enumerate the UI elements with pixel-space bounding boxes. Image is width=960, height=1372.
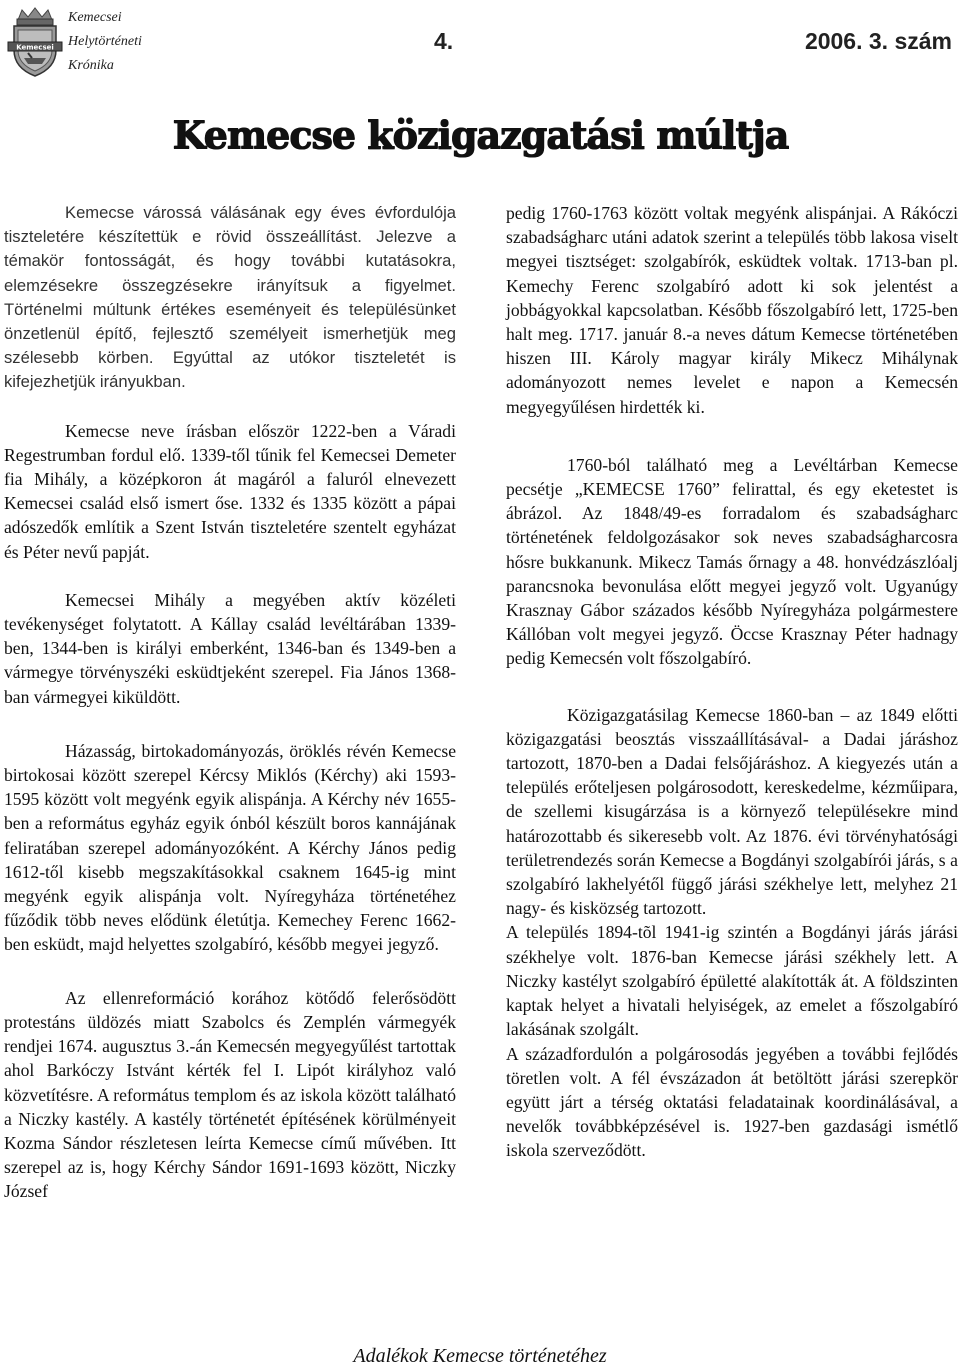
- page-footer: Adalékok Kemecse történetéhez: [353, 1345, 607, 1367]
- issue-date: 2006. 3. szám: [804, 28, 952, 54]
- issue-number: 4.: [434, 28, 454, 54]
- logo-banner-text: Kemecsei: [16, 43, 54, 52]
- paragraph: Közigazgatásilag Kemecse 1860-ban – az 1849 előtti közigazgatási beosztás visszaállításával- a Dadai járáshoz tartozott, 1870-ben a Dadai felsőjáráshoz. A kiegyezés után a település erőteljesen polgárosodott, kereskedelme, kézműipara, de szellemi kisugárzása is a környező településekre mind határozottabb és sikeresebb volt. Az 1876. évi törvényhatósági területrendezés során Kemecse a Bogdányi szolgabírói járás, s a szolgabíró lakhelyétől függő járási székhelye lett, melyhez 21 nagy- és kisközség tartozott.: [506, 704, 958, 919]
- page-header: [0, 0, 960, 82]
- article-title: Kemecse közigazgatási múltja: [172, 112, 788, 157]
- coat-of-arms-icon: [6, 6, 64, 78]
- right-column: [506, 201, 958, 1163]
- paragraph: Az ellenreformáció korához kötődő felerősödött protestáns üldözés miatt Szabolcs és Zemplén vármegyék rendjei 1674. augusztus 3.-án Kemecsén megyegyűlést tartottak ahol Barkóczy Istvánt kérték fel I. Lipót királyhoz való közvetítésre. A református templom és az iskola között található a Niczky kastély. A kastély történetét építésének körülményeit Kozma Sándor részletesen leírta Kemecse című művében. Itt szerepel az is, hogy Kérchy Sándor 1691-1693 között, Niczky József: [4, 987, 456, 1202]
- paragraph: 1760-ból található meg a Levéltárban Kemecse pecsétje „KEMECSE 1760” felirattal, és egy eketestet is ábrázol. Az 1848/49-es forradalom és szabadságharc történetének feldolgozásakor sok neves szabadságharcosra hősre bukkanunk. Mikecz Tamás őrnagy a 48. honvédzászlóalj parancsnoka bevonulása előtt megyei jegyző volt. Ugyanúgy Krasznay Gábor százados később Nyíregyháza polgármestere Kállóban volt megyei jegyző. Öccse Krasznay Péter hadnagy pedig Kemecsén volt főszolgabíró.: [506, 454, 958, 669]
- left-column: [4, 201, 456, 1204]
- publication-name-line: Krónika: [68, 58, 114, 73]
- paragraph: A századfordulón a polgárosodás jegyében a további fejlődés töretlen volt. A fél évszázadon át betöltött járási szerepkör együtt járt a térség oktatási feladatainak koordinálásával, a nevelők továbbképzésével is. 1927-ben gazdasági ismétlő iskola szerveződött.: [506, 1043, 958, 1161]
- paragraph: A település 1894-tõl 1941-ig szintén a Bogdányi járás járási székhelye volt. 1876-ban Kemecse járási székhely lett. A Niczky kastélyt szolgabíró épületté alakították át. A földszinten kaptak helyet a hivatali helyiségek, az emelet a főszolgabíró lakásának szolgált.: [506, 922, 958, 1040]
- paragraph: Kemecsei Mihály a megyében aktív közéleti tevékenységet folytatott. A Kállay család levéltárában 1339-ben, 1344-ben is királyi emberként, 1346-ban és 1349-ben a vármegye törvényszéki esküdtjeként szerepel. Fia János 1368-ban vármegyei kiküldött.: [4, 589, 456, 707]
- publication-name-line: Helytörténeti: [68, 34, 142, 49]
- paragraph: Kemecse neve írásban először 1222-ben a Váradi Regestrumban fordul elő. 1339-től tűnik fel Kemecsei Demeter fia Mihály, a középkoron át magáról a faluról elnevezett Kemecsei család első ismert őse. 1332 és 1335 között a pápai adószedők említik a Szent István tiszteletére szentelt egyházat és Péter nevű papját.: [4, 420, 456, 562]
- paragraph: Kemecse várossá válásának egy éves évfordulója tiszteletére készítettük e rövid összeállítást. Jelezve a témakör fontosságát, és hogy további kutatásokra, elemzésekre összegzésekre irányítsuk a figyelmet. Történelmi múltunk értékes eseményeit és településünket önzetlenül építő, fejlesztő személyeit ismerhetjük meg szélesebb körben. Egyúttal az utókor tiszteletét is kifejezhetjük irányukban.: [4, 203, 456, 392]
- paragraph: pedig 1760-1763 között voltak megyénk alispánjai. A Rákóczi szabadságharc utáni adatok szerint a település több lakosa viselt megyei tisztséget: szolgabírók, esküdtek voltak. 1713-ban pl. Kemechy Ferenc szolgabíró adott ki sok jelentést a jobbágyokkal kapcsolatban. Később főszolgabíró lett, 1725-ben halt meg. 1717. január 8.-a neves dátum Kemecse történetében hiszen III. Károly magyar király Mikecz Mihálynak adományozott nemes levelet e napon a Kemecsén megyegyűlésen hirdették ki.: [506, 203, 958, 417]
- publication-name-line: Kemecsei: [68, 10, 122, 25]
- publication-name: [68, 6, 142, 78]
- paragraph: Házasság, birtokadományozás, öröklés révén Kemecse birtokosai között szerepel Kércsy Miklós (Kérchy) aki 1593-1595 között volt megyénk egyik alispánja. A Kérchy név 1655-ben a református egyház egyik ónból készült boros kannájának feliratában szerepel adományozóként. A Kérchy János pedig 1612-től kisebb megszakításokkal csaknem 1645-ig mint megyénk egyik alispánja volt. Nyíregyháza történetéhez fűződik több neves elődünk életútja. Kemechey Ferenc 1662-ben esküdt, majd helyettes szolgabíró, később megyei jegyző.: [4, 740, 456, 955]
